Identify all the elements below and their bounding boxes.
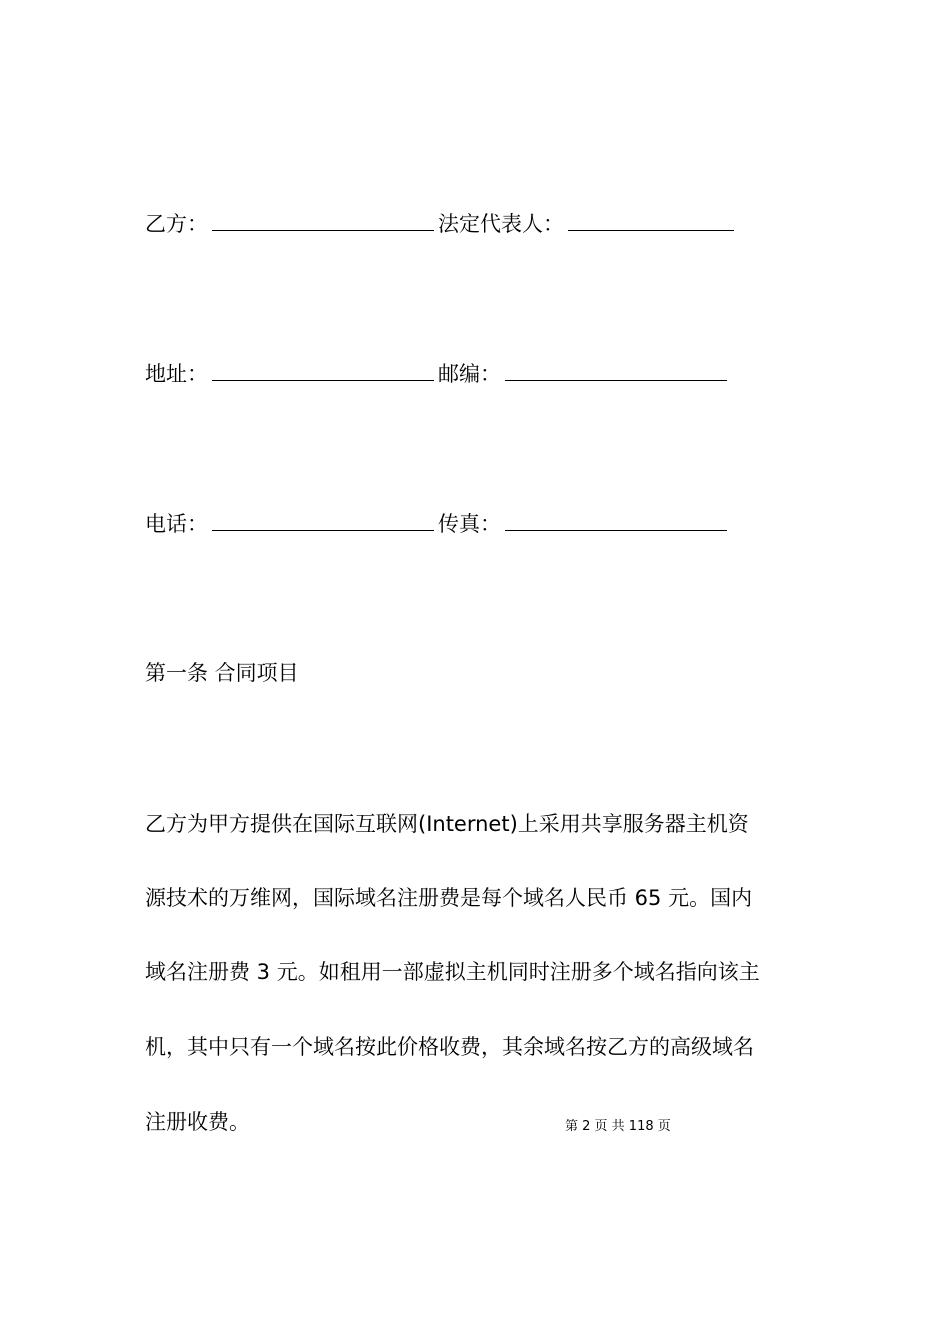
paragraph-line-3: 域名注册费 3 元。如租用一部虚拟主机同时注册多个域名指向该主 [145,960,760,984]
paragraph-line-1: 乙方为甲方提供在国际互联网(Internet)上采用共享服务器主机资 [145,812,749,836]
page-number: 第 2 页 共 118 页 [565,1119,671,1134]
party-b-row [145,208,738,238]
address-blank[interactable] [212,379,434,381]
legal-rep-label: 法定代表人： [438,212,564,236]
section-title: 第一条 合同项目 [145,661,299,685]
fax-blank[interactable] [505,529,727,531]
address-label: 地址： [145,362,208,386]
address-row [145,358,731,388]
legal-rep-blank[interactable] [568,229,734,231]
postcode-blank[interactable] [505,379,727,381]
fax-label: 传真： [438,512,501,536]
phone-blank[interactable] [212,529,434,531]
party-b-blank[interactable] [212,229,434,231]
party-b-label: 乙方： [145,212,208,236]
phone-row [145,508,731,538]
paragraph-line-4: 机，其中只有一个域名按此价格收费，其余域名按乙方的高级域名 [145,1035,754,1059]
phone-label: 电话： [145,512,208,536]
paragraph-line-2: 源技术的万维网，国际域名注册费是每个域名人民币 65 元。国内 [145,886,753,910]
postcode-label: 邮编： [438,362,501,386]
paragraph-line-5: 注册收费。 [145,1110,250,1134]
